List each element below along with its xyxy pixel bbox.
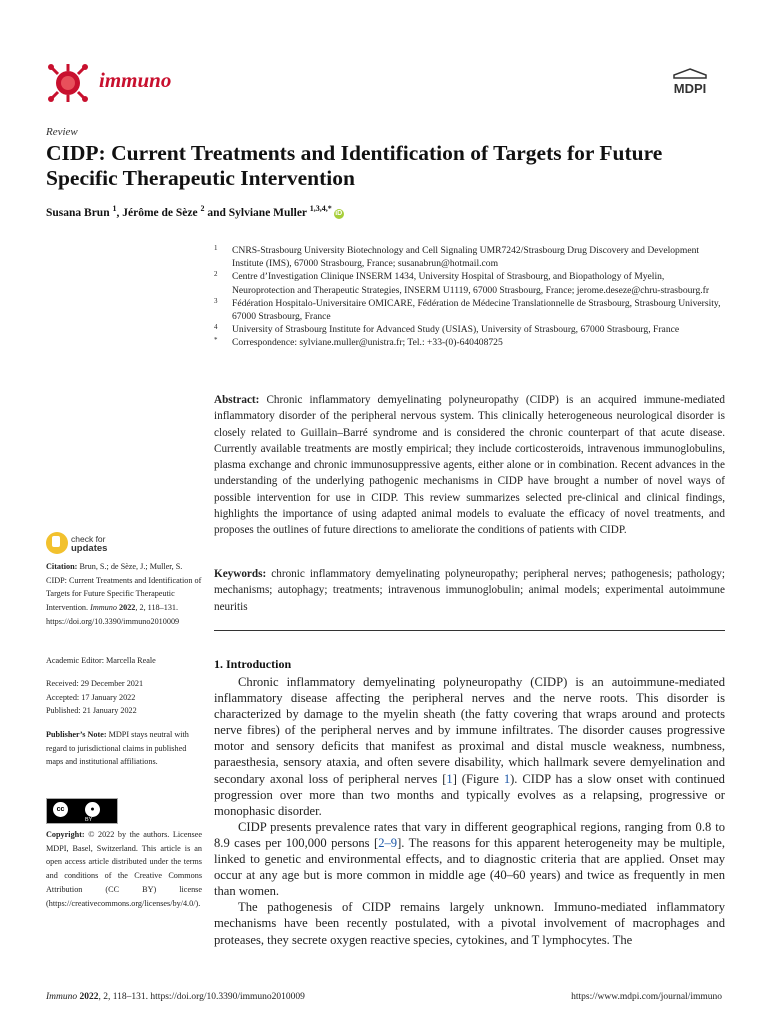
author-affiliation-ref: 1,3,4,* (309, 204, 332, 213)
body-text (214, 674, 725, 948)
keywords-label: Keywords: (214, 568, 267, 580)
check-updates-label: updates (71, 543, 108, 554)
footer-citation (46, 992, 305, 1002)
publisher-note-text: MDPI stays neutral with regard to jurisdictional claims in published maps and institutional affiliations. (46, 730, 189, 767)
footer-journal-url[interactable]: https://www.mdpi.com/journal/immuno (571, 992, 722, 1002)
paragraph (214, 899, 725, 947)
check-for-updates-button[interactable] (46, 532, 136, 556)
author-name[interactable]: Jérôme de Sèze (122, 206, 198, 219)
footer-doi[interactable]: , 2, 118–131. https://doi.org/10.3390/immuno2010009 (98, 992, 305, 1002)
affiliation-number: 4 (214, 323, 218, 332)
author-list (46, 204, 344, 219)
check-updates-label: check for (71, 534, 106, 544)
affiliation-number: 3 (214, 296, 218, 305)
citation-link[interactable]: 2–9 (378, 835, 398, 850)
affiliations (214, 244, 724, 350)
author-affiliation-ref: 1 (112, 204, 117, 213)
affiliation-text: Centre d’Investigation Clinique INSERM 1434, University Hospital of Strasbourg, and Biopathology of Myelin, Neuroprotection and Therapeutic Strategies, INSERM U1119, 67000 Strasbourg, France; jerome.deseze@chru-strasbourg.fr (232, 271, 710, 296)
author-separator: , (116, 206, 123, 219)
accepted-date: Accepted: 17 January 2022 (46, 692, 136, 702)
author-name[interactable]: Susana Brun (46, 206, 110, 219)
affiliation-item (214, 323, 724, 336)
affiliation-text: Fédération Hospitalo-Universitaire OMICARE, Fédération de Médecine Translationnelle de Strasbourg, Strasbourg University, 67000 Strasbourg, France (232, 297, 721, 323)
copyright-label: Copyright: (46, 830, 85, 839)
cc-by-license-icon[interactable]: cc ● BY (46, 798, 118, 824)
paragraph-text: The pathogenesis of CIDP remains largely unknown. Immuno-mediated inflammatory mechanisms have been recently postulated, with a pivotal involvement of macrophages and proteases, they secrete oxygen reactive species, cytokines, and T lymphocytes. The (214, 900, 725, 947)
received-date: Received: 29 December 2021 (46, 679, 144, 688)
svg-text:MDPI: MDPI (673, 81, 707, 96)
correspondence-item (214, 336, 724, 349)
affiliation-text: University of Strasbourg Institute for Advanced Study (USIAS), University of Strasbourg, 67000 Strasbourg, France (232, 324, 680, 336)
citation-block (46, 560, 202, 629)
affiliation-number: 2 (214, 270, 218, 279)
copyright-text: © 2022 by the authors. Licensee MDPI, Basel, Switzerland. This article is an open access article distributed under the terms and conditions of the Creative Commons Attribution (CC BY) license (https://creativecommons.org/licenses/by/4.0/). (46, 830, 202, 908)
paragraph-text: Chronic inflammatory demyelinating polyneuropathy (CIDP) is an autoimmune-mediated inflammatory disease affecting the peripheral nerves and the nerve roots. This disorder is characterized by damage to the myelin sheath (the fatty covering that wraps around and protects nerve fibres) of the peripheral nerves and by immune infiltrates. The disorder causes progressive motor and sensory deficits that manifest as proximal and distal muscle weakness, numbness, paraesthesia, sensory ataxia, and often severe disability, which hallmark severe demyelination and secondary axonal loss of peripheral nerves [ (214, 675, 725, 786)
publication-dates (46, 677, 202, 718)
citation-link[interactable]: 1 (446, 771, 453, 786)
abstract-text: Chronic inflammatory demyelinating polyneuropathy (CIDP) is an acquired immune-mediated inflammatory disorder of the peripheral nervous system. This clinically heterogeneous neurological disorder is closely related to Guillain–Barré syndrome and is considered the chronic counterpart of that acute disease. Currently available treatments are mostly empirical; they include corticosteroids, intravenous immunoglobulins, plasma exchange and chronic immunosuppressive agents, either alone or in combination. Recent advances in the understanding of the underlying pathogenic mechanisms in CIDP have brought a number of novel ways of possible intervention for use in CIDP. This review summarizes selected pre-clinical and clinical findings, highlights the importance of using adapted animal models to evaluate the efficacy of novel treatments, and proposes the outlines of future directions to ameliorate the conditions of patients with CIDP. (214, 394, 725, 537)
citation-text: Brun, S.; de Sèze, J.; Muller, S. CIDP: Current Treatments and Identification of Targets for Future Specific Therapeutic Intervention. (46, 562, 202, 613)
keywords (214, 566, 725, 615)
section-divider (214, 630, 725, 631)
paragraph-text: CIDP presents prevalence rates that vary in different geographical regions, ranging from 0.8 to 8.9 cases per 100,000 persons [ (214, 819, 725, 850)
author-affiliation-ref: 2 (200, 204, 205, 213)
paragraph-text: ). CIDP has a slow onset with continued progression over more than two months and typically evolves as a relapsing, progressive or monophasic disorder. (214, 771, 725, 818)
citation-journal: Immuno (90, 603, 117, 613)
immuno-logo-icon (46, 62, 90, 104)
section-heading: 1. Introduction (214, 657, 292, 671)
article-type: Review (46, 126, 78, 138)
paragraph (214, 819, 725, 899)
abstract (214, 392, 725, 539)
orcid-icon[interactable]: iD (335, 209, 343, 217)
paragraph (214, 674, 725, 819)
keywords-text: chronic inflammatory demyelinating polyneuropathy; peripheral nerves; pathogenesis; pathology; mechanisms; autophagy; treatments; intravenous immunoglobulin; animal models; experimental autoimmune neuritis (214, 568, 725, 613)
affiliation-item (214, 270, 724, 296)
citation-year: 2022 (116, 603, 136, 613)
abstract-label: Abstract: (214, 394, 260, 406)
paragraph-text: ] (Figure (452, 771, 504, 786)
citation-label: Citation: (46, 562, 78, 571)
mdpi-logo[interactable] (662, 68, 718, 100)
journal-name[interactable]: immuno (99, 68, 172, 92)
affiliation-number: * (214, 336, 218, 345)
correspondence-text: Correspondence: sylviane.muller@unistra.fr; Tel.: +33-(0)-640408725 (232, 337, 503, 349)
cc-by-label: BY (85, 817, 93, 823)
affiliation-item (214, 244, 724, 270)
publisher-note-label: Publisher’s Note: (46, 730, 107, 739)
check-updates-icon (46, 532, 68, 554)
academic-editor: Academic Editor: Marcella Reale (46, 656, 156, 665)
figure-link[interactable]: 1 (503, 771, 511, 786)
footer-journal: Immuno (46, 992, 78, 1002)
footer-year: 2022 (77, 992, 99, 1002)
published-date: Published: 21 January 2022 (46, 706, 137, 716)
article-title: CIDP: Current Treatments and Identification of Targets for Future Specific Therapeutic Intervention (46, 141, 663, 190)
citation-doi[interactable]: , 2, 118–131. https://doi.org/10.3390/immuno2010009 (46, 603, 180, 626)
affiliation-number: 1 (214, 244, 218, 252)
publisher-note (46, 728, 202, 769)
author-name[interactable]: Sylviane Muller (228, 206, 307, 219)
affiliation-item (214, 297, 724, 323)
copyright-notice (46, 828, 202, 910)
paragraph-text: ]. The reasons for this apparent heterogeneity may be multiple, linked to genetic and environmental effects, and to diagnostic criteria that are applied. Onset may occur at any age but is more common in middle age (40–60 years) and twice as frequently in men than women. (214, 835, 725, 899)
author-separator: and (204, 206, 229, 219)
affiliation-text: CNRS-Strasbourg University Biotechnology and Cell Signaling UMR7242/Strasbourg Drug Discovery and Development Institute (IMS), 67000 Strasbourg, France; susanabrun@hotmail.com (232, 245, 700, 270)
